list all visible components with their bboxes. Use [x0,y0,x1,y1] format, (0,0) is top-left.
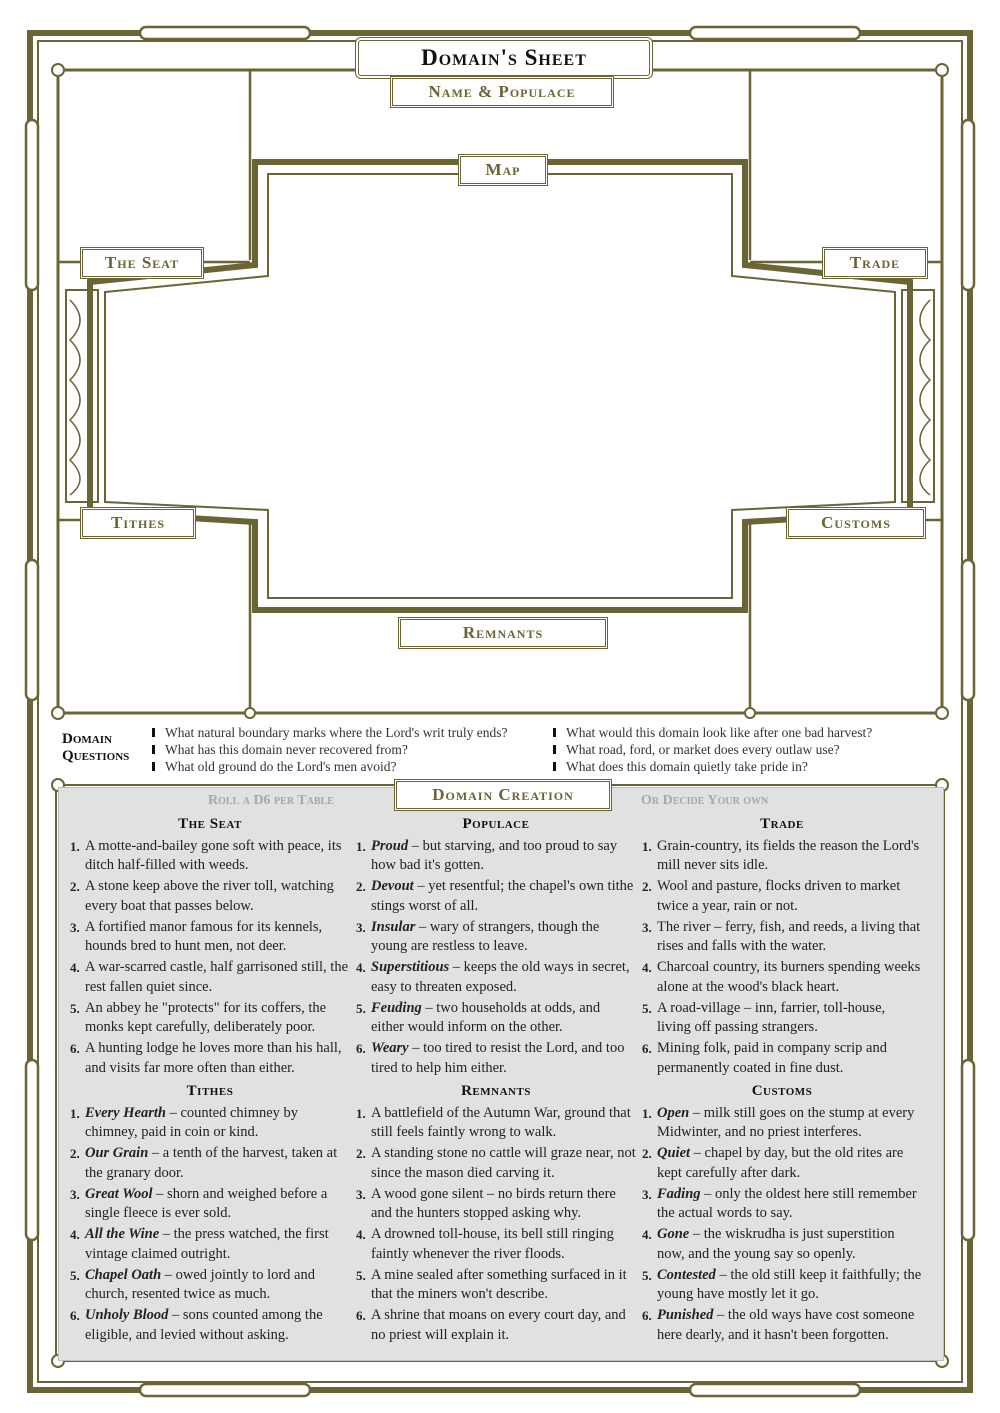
list-item: 3. Fading – only the oldest here still remember the actual words to say. [642,1185,917,1221]
table-tithes [70,1082,350,1347]
list-item: 3. Insular – wary of strangers, though the young are restless to leave. [356,918,600,954]
list-item: 1. A motte-and-bailey gone soft with peace, its ditch half-filled with weeds. [70,837,342,873]
table-trade [642,815,922,1080]
list-item: 5. Chapel Oath – owed jointly to lord and church, resented twice as much. [70,1266,315,1302]
list-item: 6. Punished – the old ways have cost someone here dearly, and it hasn't been forgotten. [642,1307,915,1343]
table-title: Populace [462,816,530,832]
list-item: 2. Our Grain – a tenth of the harvest, taken at the granary door. [70,1145,338,1181]
list-item: 3. The river – ferry, fish, and reeds, a living that rises and falls with the water. [642,918,921,954]
list-item: 6. A shrine that moans on every court day, and no priest will explain it. [356,1307,626,1343]
label-the-seat: The Seat [80,247,204,279]
list-item: 2. A standing stone no cattle will graze near, not since the mason died carving it. [356,1145,636,1181]
list-item: 4. A war-scarred castle, half garrisoned still, the rest fallen quiet since. [70,959,349,995]
list-item: 5. A mine sealed after something surfaced in it that the miners won't describe. [356,1266,627,1302]
list-item: 1. Proud – but starving, and too proud to say how bad it's gotten. [356,837,618,873]
list-item: 2. Wool and pasture, flocks driven to market twice a year, rain or not. [642,878,901,914]
question-item: What old ground do the Lord's men avoid? [150,758,507,775]
label-remnants: Remnants [398,617,608,649]
table-remnants [356,1082,636,1347]
domain-questions-left [150,724,507,775]
domain-questions-title: Domain Questions [62,731,130,764]
list-item: 1. Every Hearth – counted chimney by chimney, paid in coin or kind. [70,1104,299,1140]
list-item: 4. Superstitious – keeps the old ways in secret, easy to threaten exposed. [356,959,630,995]
table-the-seat [70,815,350,1080]
question-item: What would this domain look like after one bad harvest? [551,724,872,741]
list-item: 5. Feuding – two households at odds, and either would inform on the other. [356,999,601,1035]
label-tithes: Tithes [80,507,196,539]
sheet-title: Domain's Sheet [355,37,653,79]
table-populace [356,815,636,1080]
label-name-populace: Name & Populace [390,76,614,108]
table-title: Remnants [461,1083,531,1099]
list-item: 5. A road-village – inn, farrier, toll-house, living off passing strangers. [642,999,886,1035]
list-item: 2. Quiet – chapel by day, but the old rites are kept carefully after dark. [642,1145,904,1181]
roll-note: Roll a D6 per Table [208,793,334,808]
table-title: Tithes [186,1083,234,1099]
question-item: What has this domain never recovered from? [150,741,507,758]
list-item: 4. Gone – the wiskrudha is just superstition now, and the young say so openly. [642,1226,895,1262]
list-item: 4. Charcoal country, its burners spending weeks alone at the wood's black heart. [642,959,921,995]
label-domain-creation: Domain Creation [394,779,612,811]
decide-note: Or Decide Your own [641,793,769,808]
list-item: 3. A fortified manor famous for its kennels, hounds bred to hunt men, not deer. [70,918,323,954]
list-item: 2. A stone keep above the river toll, watching every boat that passes below. [70,878,334,914]
list-item: 6. Unholy Blood – sons counted among the eligible, and levied without asking. [70,1307,323,1343]
list-item: 4. A drowned toll-house, its bell still ringing faintly whenever the river floods. [356,1226,614,1262]
list-item: 1. Grain-country, its fields the reason the Lord's mill never sits idle. [642,837,920,873]
list-item: 2. Devout – yet resentful; the chapel's own tithe stings worst of all. [356,878,634,914]
list-item: 1. Open – milk still goes on the stump at every Midwinter, and no priest interferes. [642,1104,915,1140]
question-item: What road, ford, or market does every outlaw use? [551,741,872,758]
list-item: 1. A battlefield of the Autumn War, ground that still feels faintly wrong to walk. [356,1104,631,1140]
label-map: Map [458,154,548,186]
question-item: What does this domain quietly take pride in? [551,758,872,775]
list-item: 6. Weary – too tired to resist the Lord, and too tired to help him either. [356,1040,625,1076]
list-item: 5. Contested – the old still keep it faithfully; the young have mostly let it go. [642,1266,922,1302]
list-item: 6. Mining folk, paid in company scrip and permanently coated in fine dust. [642,1040,887,1076]
table-title: Customs [751,1083,813,1099]
table-title: Trade [760,816,804,832]
list-item: 6. A hunting lodge he loves more than his hall, and visits far more often than either. [70,1040,342,1076]
list-item: 3. A wood gone silent – no birds return there and the hunters stopped asking why. [356,1185,616,1221]
table-title: The Seat [178,816,242,832]
list-item: 3. Great Wool – shorn and weighed before a single fleece is ever sold. [70,1185,328,1221]
label-customs: Customs [786,507,926,539]
label-trade: Trade [822,247,928,279]
question-item: What natural boundary marks where the Lord's writ truly ends? [150,724,507,741]
list-item: 4. All the Wine – the press watched, the first vintage claimed outright. [70,1226,329,1262]
table-customs [642,1082,922,1347]
domain-questions-right [551,724,872,775]
list-item: 5. An abbey he "protects" for its coffers, the monks kept carefully, deliberately poor. [70,999,327,1035]
